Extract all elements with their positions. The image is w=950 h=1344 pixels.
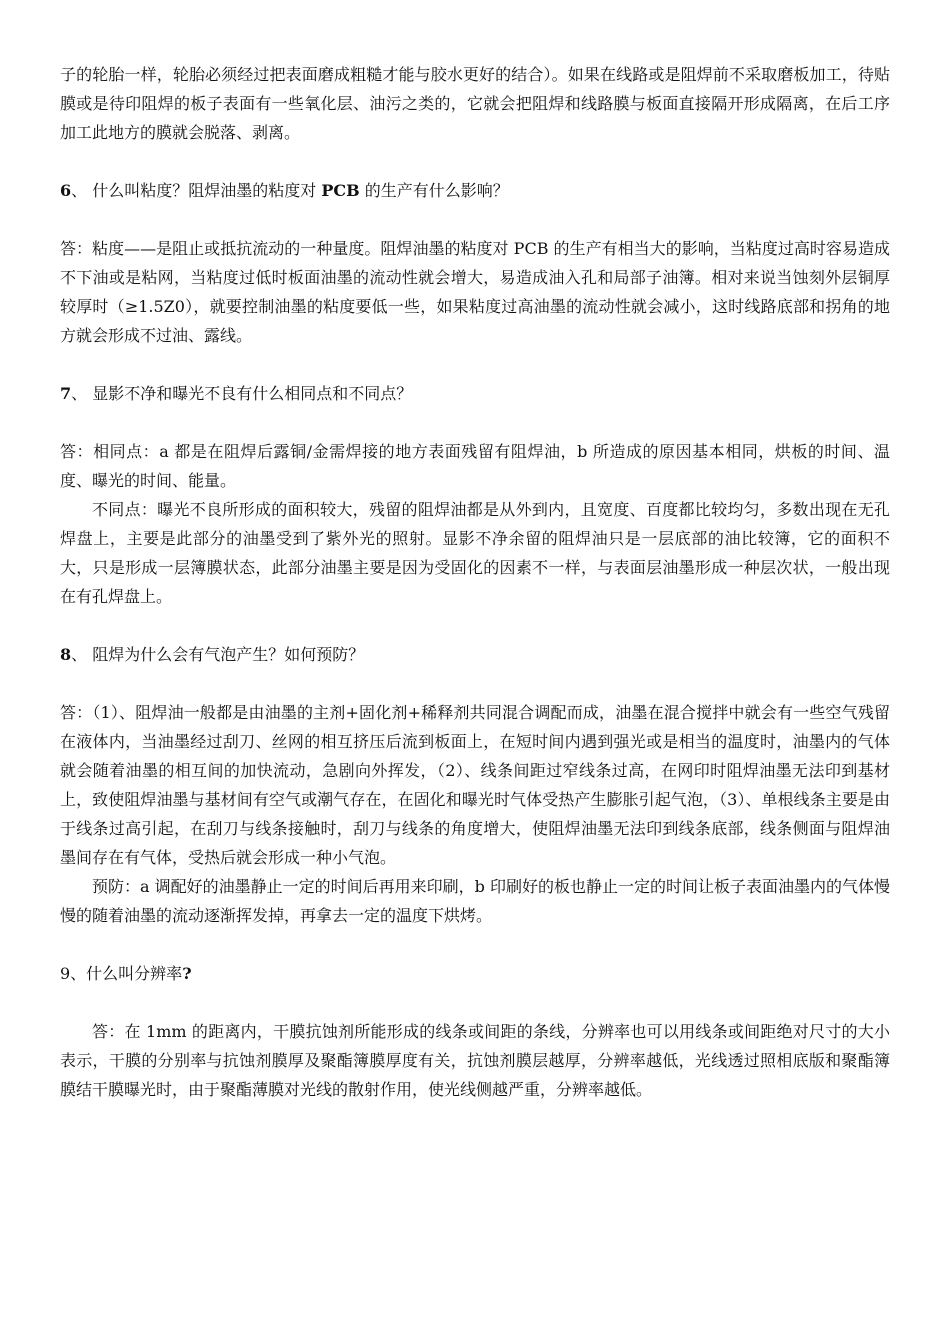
answer-7-similarities: 答：相同点：a 都是在阻焊后露铜/金需焊接的地方表面残留有阻焊油，b 所造成的原因基本相同，烘板的时间、温度、曝光的时间、能量。 bbox=[60, 442, 890, 490]
question-6-number: 6 bbox=[60, 181, 72, 200]
question-8-separator: 、 bbox=[71, 645, 88, 664]
question-7-separator: 、 bbox=[71, 384, 88, 403]
document-page bbox=[60, 60, 890, 1104]
spacer bbox=[60, 205, 890, 234]
answer-7-differences: 不同点：曝光不良所形成的面积较大，残留的阻焊油都是从外到内，且宽度、百度都比较均匀，多数出现在无孔焊盘上，主要是此部分的油墨受到了紫外光的照射。显影不净余留的阻焊油只是一层底部的油比较簿，它的面积不大，只是形成一层簿膜状态，此部分油墨主要是因为受固化的因素不一样，与表面层油墨形成一种层次状，一般出现在有孔焊盘上。 bbox=[60, 500, 890, 606]
question-8-text: 阻焊为什么会有气泡产生？如何预防？ bbox=[87, 645, 365, 664]
spacer bbox=[60, 408, 890, 437]
spacer bbox=[60, 350, 890, 379]
intro-paragraph: 子的轮胎一样，轮胎必须经过把表面磨成粗糙才能与胶水更好的结合）。如果在线路或是阻焊前不采取磨板加工，待贴膜或是待印阻焊的板子表面有一些氧化层、油污之类的，它就会把阻焊和线路膜与板面直接隔开形成隔离，在后工序加工此地方的膜就会脱落、剥离。 bbox=[60, 65, 890, 142]
question-8-heading bbox=[60, 640, 890, 669]
spacer bbox=[60, 930, 890, 959]
question-9-text: 9、什么叫分辨率 bbox=[60, 964, 183, 983]
question-7-heading bbox=[60, 379, 890, 408]
answer-8-causes: 答：（1）、阻焊油一般都是由油墨的主剂+固化剂+稀释剂共同混合调配而成，油墨在混合搅拌中就会有一些空气残留在液体内，当油墨经过刮刀、丝网的相互挤压后流到板面上，在短时间内遇到强光或是相当的温度时，油墨内的气体就会随着油墨的相互间的加快流动，急剧向外挥发，（2）、线条间距过窄线条过高，在网印时阻焊油墨无法印到基材上，致使阻焊油墨与基材间有空气或潮气存在，在固化和曝光时气体受热产生膨胀引起气泡，（3）、单根线条主要是由于线条过高引起，在刮刀与线条接触时，刮刀与线条的角度增大，使阻焊油墨无法印到线条底部，线条侧面与阻焊油墨间存在有气体，受热后就会形成一种小气泡。 bbox=[60, 703, 890, 867]
question-6-text-post: 的生产有什么影响？ bbox=[359, 181, 509, 200]
question-8-number: 8 bbox=[60, 645, 72, 664]
question-7-text: 显影不净和曝光不良有什么相同点和不同点？ bbox=[87, 384, 413, 403]
answer-6-paragraph: 答：粘度——是阻止或抵抗流动的一种量度。阻焊油墨的粘度对 PCB 的生产有相当大的影响，当粘度过高时容易造成不下油或是粘网，当粘度过低时板面油墨的流动性就会增大，易造成油入孔和局部子油簿。相对来说当蚀刻外层铜厚较厚时（≥1.5Z0），就要控制油墨的粘度要低一些，如果粘度过高油墨的流动性就会减小，这时线路底部和拐角的地方就会形成不过油、露线。 bbox=[60, 239, 890, 345]
spacer bbox=[60, 611, 890, 640]
question-6-heading bbox=[60, 176, 890, 205]
spacer bbox=[60, 669, 890, 698]
question-6-text-pre: 什么叫粘度？阻焊油墨的粘度对 bbox=[87, 181, 322, 200]
spacer bbox=[60, 147, 890, 176]
question-9-heading bbox=[60, 959, 890, 988]
question-7-number: 7 bbox=[60, 384, 72, 403]
question-6-text-bold: PCB bbox=[321, 181, 360, 200]
answer-9-paragraph: 答：在 1mm 的距离内，干膜抗蚀剂所能形成的线条或间距的条线，分辨率也可以用线条或间距绝对尺寸的大小表示，干膜的分别率与抗蚀剂膜厚及聚酯簿膜厚度有关，抗蚀剂膜层越厚，分辨率越低，光线透过照相底版和聚酯簿膜结干膜曝光时，由于聚酯薄膜对光线的散射作用，使光线侧越严重，分辨率越低。 bbox=[60, 1022, 890, 1099]
question-6-separator: 、 bbox=[71, 181, 88, 200]
question-9-mark: ? bbox=[182, 964, 192, 983]
spacer bbox=[60, 988, 890, 1017]
answer-8-prevention: 预防：a 调配好的油墨静止一定的时间后再用来印刷，b 印刷好的板也静止一定的时间让板子表面油墨内的气体慢慢的随着油墨的流动逐渐挥发掉，再拿去一定的温度下烘烤。 bbox=[60, 877, 890, 925]
